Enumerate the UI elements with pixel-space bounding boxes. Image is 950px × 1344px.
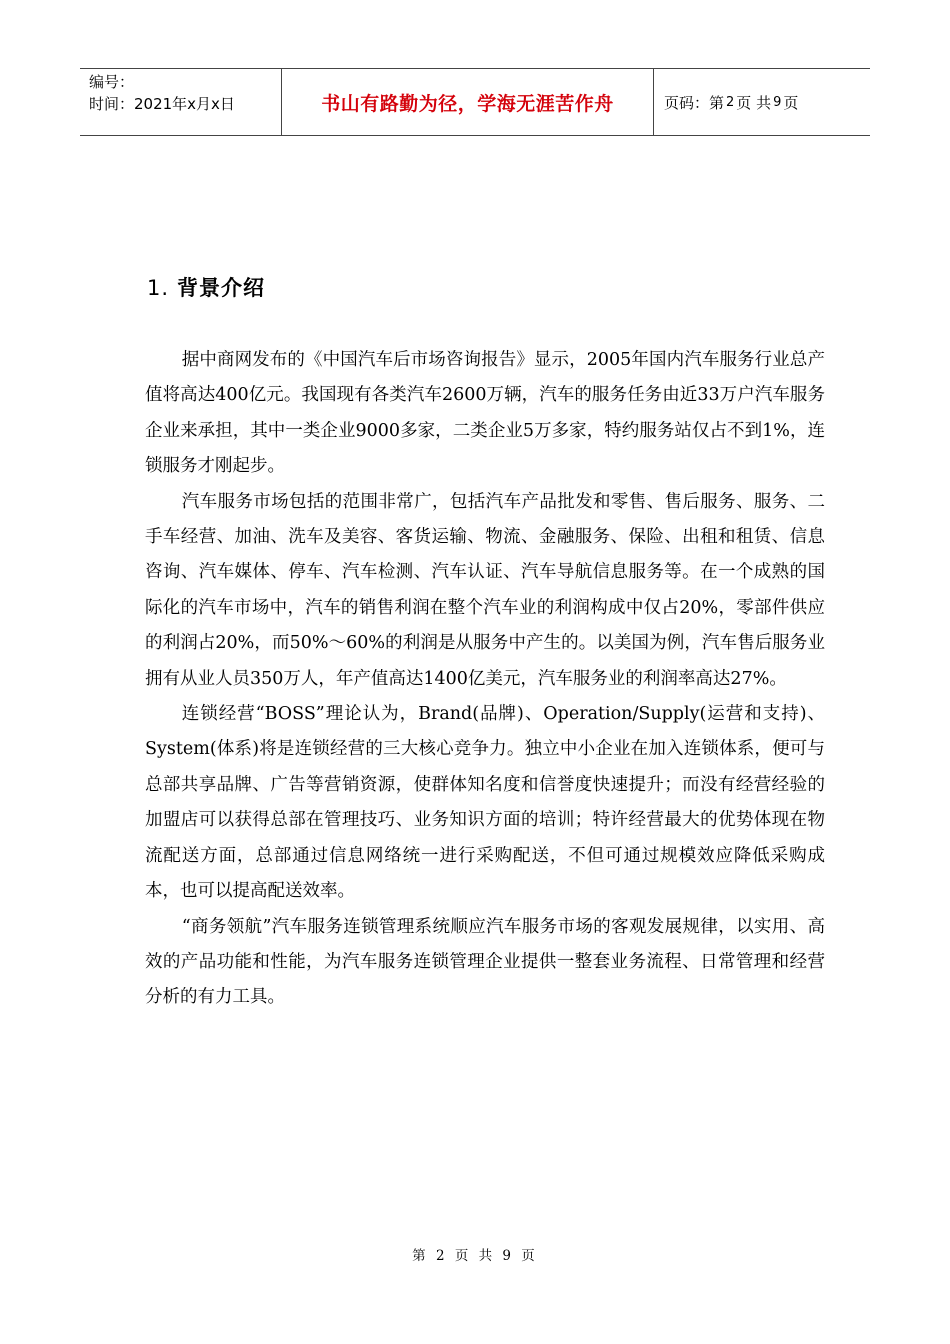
page-label-middle: 页 共 [736, 93, 772, 112]
page-current: 2 [726, 94, 735, 110]
paragraph: 连锁经营“BOSS”理论认为，Brand(品牌)、Operation/Supply(运营和支持)、System(体系)将是连锁经营的三大核心竞争力。独立中小企业在加入连锁体系，便可与总部共享品牌、广告等营销资源，使群体知名度和信誉度快速提升；而没有经营经验的加盟店可以获得总部在管理技巧、业务知识方面的培训；特许经营最大的优势体现在物流配送方面，总部通过信息网络统一进行采购配送，不但可通过规模效应降低采购成本，也可以提高配送效率。 [145, 704, 825, 902]
header-meta [80, 69, 281, 135]
header-motto: 书山有路勤为径，学海无涯苦作舟 [281, 69, 654, 135]
section-number: 1. [147, 276, 170, 300]
page-total: 9 [773, 94, 782, 110]
page-footer: 第 2 页 共 9 页 [412, 1248, 538, 1264]
document-header [80, 68, 870, 136]
body-text [145, 343, 825, 1016]
document-number-label: 编号： [89, 73, 135, 91]
section-heading [147, 272, 265, 302]
document-date: 时间：2021年x月x日 [89, 95, 235, 113]
paragraph: 汽车服务市场包括的范围非常广，包括汽车产品批发和零售、售后服务、服务、二手车经营、加油、洗车及美容、客货运输、物流、金融服务、保险、出租和租赁、信息咨询、汽车媒体、停车、汽车检测、汽车认证、汽车导航信息服务等。在一个成熟的国际化的汽车市场中，汽车的销售利润在整个汽车业的利润构成中仅占20%，零部件供应的利润占20%，而50%～60%的利润是从服务中产生的。以美国为例，汽车售后服务业拥有从业人员350万人，年产值高达1400亿美元，汽车服务业的利润率高达27%。 [145, 491, 825, 689]
paragraph: 据中商网发布的《中国汽车后市场咨询报告》显示，2005年国内汽车服务行业总产值将高达400亿元。我国现有各类汽车2600万辆，汽车的服务任务由近33万户汽车服务企业来承担，其中一类企业9000多家，二类企业5万多家，特约服务站仅占不到1%，连锁服务才刚起步。 [145, 350, 825, 477]
page-label-prefix: 页码：第 [664, 93, 725, 112]
page-label-suffix: 页 [783, 93, 799, 112]
section-title: 背景介绍 [177, 276, 266, 300]
paragraph: “商务领航”汽车服务连锁管理系统顺应汽车服务市场的客观发展规律，以实用、高效的产品功能和性能，为汽车服务连锁管理企业提供一整套业务流程、日常管理和经营分析的有力工具。 [145, 916, 825, 1008]
header-page-number [654, 69, 870, 135]
